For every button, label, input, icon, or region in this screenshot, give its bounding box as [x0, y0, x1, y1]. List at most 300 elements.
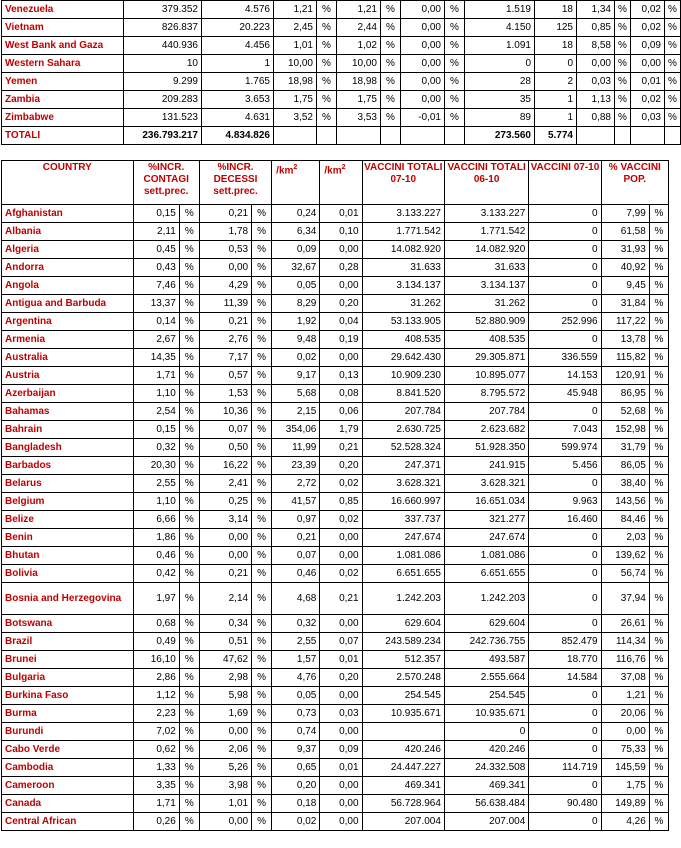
value-cell: 0,00 [199, 813, 251, 831]
summary-cell: 18,98 [274, 73, 317, 91]
percent-sign: % [252, 205, 272, 223]
percent-sign: % [179, 331, 199, 349]
percent-sign: % [649, 669, 668, 687]
value-cell: 120,91 [601, 367, 649, 385]
value-cell: 6,66 [133, 511, 179, 529]
value-cell: 26,61 [601, 615, 649, 633]
value-cell: 2.555.664 [444, 669, 528, 687]
summary-cell: 4.576 [202, 1, 274, 19]
percent-sign: % [252, 331, 272, 349]
country-name: Burma [2, 705, 134, 723]
value-cell: 0,00 [199, 529, 251, 547]
country-row [2, 795, 669, 813]
value-cell: 38,40 [601, 475, 649, 493]
value-cell: 0,24 [272, 205, 320, 223]
value-cell: 2,41 [199, 475, 251, 493]
value-cell: 3.133.227 [444, 205, 528, 223]
value-cell: 469.341 [362, 777, 444, 795]
value-cell: 0,73 [272, 705, 320, 723]
value-cell: 10.935.671 [444, 705, 528, 723]
value-cell: 0,04 [320, 313, 362, 331]
value-cell: 0,43 [133, 259, 179, 277]
summary-row [2, 91, 681, 109]
value-cell: 0 [529, 615, 601, 633]
value-cell: 0,02 [272, 813, 320, 831]
percent-sign: % [179, 241, 199, 259]
summary-cell: 0,02 [631, 91, 665, 109]
percent-sign: % [252, 705, 272, 723]
percent-sign: % [649, 277, 668, 295]
value-cell: 0,00 [320, 529, 362, 547]
summary-cell: % [317, 19, 337, 37]
summary-cell: % [445, 91, 465, 109]
value-cell: 0,00 [601, 723, 649, 741]
value-cell: 3.133.227 [362, 205, 444, 223]
value-cell: 14.082.920 [362, 241, 444, 259]
summary-country-name: TOTALI [2, 127, 124, 145]
country-row [2, 547, 669, 565]
value-cell: 31.262 [362, 295, 444, 313]
value-cell: 37,94 [601, 583, 649, 615]
value-cell: 145,59 [601, 759, 649, 777]
summary-country-name: Zimbabwe [2, 109, 124, 127]
value-cell: 0 [529, 723, 601, 741]
value-cell: 31.633 [362, 259, 444, 277]
value-cell: 5,98 [199, 687, 251, 705]
value-cell: 0,01 [320, 759, 362, 777]
percent-sign: % [252, 511, 272, 529]
value-cell: 0,09 [320, 741, 362, 759]
percent-sign: % [252, 403, 272, 421]
value-cell: 0,08 [320, 385, 362, 403]
summary-cell [274, 127, 317, 145]
summary-cell: 0 [535, 55, 577, 73]
summary-cell: 0,03 [631, 109, 665, 127]
value-cell: 31.262 [444, 295, 528, 313]
header-vaccini-0710: VACCINI 07-10 [529, 161, 601, 205]
summary-cell: % [615, 37, 631, 55]
country-name: Central African [2, 813, 134, 831]
value-cell: 2,72 [272, 475, 320, 493]
value-cell: 23,39 [272, 457, 320, 475]
percent-sign: % [252, 421, 272, 439]
value-cell: 0,68 [133, 615, 179, 633]
country-row [2, 705, 669, 723]
percent-sign: % [179, 687, 199, 705]
value-cell: 7,17 [199, 349, 251, 367]
percent-sign: % [649, 583, 668, 615]
percent-sign: % [649, 205, 668, 223]
summary-cell: % [665, 1, 681, 19]
summary-cell: 20.223 [202, 19, 274, 37]
country-row [2, 223, 669, 241]
value-cell: 1.081.086 [444, 547, 528, 565]
country-row [2, 349, 669, 367]
value-cell: 1,97 [133, 583, 179, 615]
summary-cell: 0,02 [631, 19, 665, 37]
percent-sign: % [649, 493, 668, 511]
value-cell: 61,58 [601, 223, 649, 241]
header-incr-decessi: %INCR. DECESSI sett.prec. [199, 161, 271, 205]
summary-cell: 5.774 [535, 127, 577, 145]
value-cell: 86,95 [601, 385, 649, 403]
value-cell: 408.535 [444, 331, 528, 349]
value-cell: 52.880.909 [444, 313, 528, 331]
value-cell: 0 [529, 475, 601, 493]
value-cell: 56,74 [601, 565, 649, 583]
value-cell: 0 [529, 403, 601, 421]
percent-sign: % [649, 529, 668, 547]
value-cell: 7.043 [529, 421, 601, 439]
percent-sign: % [179, 583, 199, 615]
value-cell: 52.528.324 [362, 439, 444, 457]
percent-sign: % [252, 439, 272, 457]
summary-cell: 28 [465, 73, 535, 91]
percent-sign: % [179, 723, 199, 741]
summary-cell: 3,53 [337, 109, 381, 127]
value-cell: 3.628.321 [444, 475, 528, 493]
value-cell: 8.795.572 [444, 385, 528, 403]
value-cell: 6,34 [272, 223, 320, 241]
summary-cell: % [381, 55, 401, 73]
summary-cell: % [665, 55, 681, 73]
percent-sign: % [252, 741, 272, 759]
summary-cell: % [445, 19, 465, 37]
percent-sign: % [179, 565, 199, 583]
country-name: Brazil [2, 633, 134, 651]
summary-cell: 0,00 [401, 37, 445, 55]
summary-cell: 0,88 [577, 109, 615, 127]
summary-cell: 2 [535, 73, 577, 91]
value-cell: 14.082.920 [444, 241, 528, 259]
value-cell: 0,21 [199, 205, 251, 223]
value-cell: 0,21 [199, 565, 251, 583]
value-cell: 207.784 [444, 403, 528, 421]
summary-row [2, 19, 681, 37]
summary-cell: 131.523 [124, 109, 202, 127]
value-cell: 0,00 [320, 687, 362, 705]
summary-cell: % [615, 91, 631, 109]
summary-cell: % [317, 73, 337, 91]
summary-cell: % [445, 55, 465, 73]
value-cell: 0,01 [320, 205, 362, 223]
percent-sign: % [252, 687, 272, 705]
value-cell: 117,22 [601, 313, 649, 331]
summary-cell: 1,01 [274, 37, 317, 55]
summary-table-body [2, 1, 681, 145]
value-cell: 629.604 [444, 615, 528, 633]
value-cell: 52,68 [601, 403, 649, 421]
summary-cell: 1,13 [577, 91, 615, 109]
value-cell: 9,48 [272, 331, 320, 349]
value-cell: 0,42 [133, 565, 179, 583]
value-cell: 47,62 [199, 651, 251, 669]
value-cell: 0 [529, 277, 601, 295]
summary-cell: 18 [535, 1, 577, 19]
value-cell: 3,14 [199, 511, 251, 529]
summary-cell: 4.456 [202, 37, 274, 55]
summary-cell: 4.631 [202, 109, 274, 127]
summary-cell: % [317, 1, 337, 19]
summary-cell: 1 [202, 55, 274, 73]
country-name: Afghanistan [2, 205, 134, 223]
country-name: Benin [2, 529, 134, 547]
percent-sign: % [649, 295, 668, 313]
value-cell: 8.841.520 [362, 385, 444, 403]
percent-sign: % [649, 723, 668, 741]
summary-cell: 0,00 [401, 91, 445, 109]
country-name: Botswana [2, 615, 134, 633]
value-cell: 114.719 [529, 759, 601, 777]
summary-cell: % [665, 91, 681, 109]
summary-cell: 1,75 [274, 91, 317, 109]
country-name: Bulgaria [2, 669, 134, 687]
country-name: Cambodia [2, 759, 134, 777]
summary-cell: 1,21 [274, 1, 317, 19]
value-cell: 420.246 [444, 741, 528, 759]
value-cell: 1.242.203 [444, 583, 528, 615]
summary-cell: 4.150 [465, 19, 535, 37]
value-cell: 2,98 [199, 669, 251, 687]
value-cell: 0,65 [272, 759, 320, 777]
summary-row [2, 73, 681, 91]
percent-sign: % [252, 547, 272, 565]
value-cell: 7,02 [133, 723, 179, 741]
percent-sign: % [649, 547, 668, 565]
value-cell: 0 [529, 241, 601, 259]
value-cell: 5.456 [529, 457, 601, 475]
header-country: COUNTRY [2, 161, 134, 205]
percent-sign: % [252, 259, 272, 277]
country-name: Belgium [2, 493, 134, 511]
value-cell: 2,23 [133, 705, 179, 723]
percent-sign: % [179, 813, 199, 831]
country-row [2, 687, 669, 705]
percent-sign: % [252, 795, 272, 813]
percent-sign: % [649, 331, 668, 349]
value-cell: 2,15 [272, 403, 320, 421]
summary-cell: 10,00 [337, 55, 381, 73]
header-vaccini-totali-0610: VACCINI TOTALI 06-10 [444, 161, 528, 205]
value-cell: 20,06 [601, 705, 649, 723]
country-table-header [2, 161, 669, 205]
value-cell: 0,00 [199, 259, 251, 277]
summary-cell: % [381, 91, 401, 109]
value-cell: 0,15 [133, 421, 179, 439]
percent-sign: % [649, 633, 668, 651]
value-cell: 2.570.248 [362, 669, 444, 687]
value-cell: 2.630.725 [362, 421, 444, 439]
summary-cell [615, 127, 631, 145]
summary-cell: -0,01 [401, 109, 445, 127]
percent-sign: % [649, 259, 668, 277]
value-cell: 0,85 [320, 493, 362, 511]
value-cell: 0,00 [320, 813, 362, 831]
percent-sign: % [179, 439, 199, 457]
value-cell: 16,10 [133, 651, 179, 669]
value-cell: 0,46 [133, 547, 179, 565]
percent-sign: % [179, 457, 199, 475]
summary-cell: 9.299 [124, 73, 202, 91]
percent-sign: % [649, 403, 668, 421]
country-row [2, 385, 669, 403]
value-cell: 493.587 [444, 651, 528, 669]
value-cell: 31,79 [601, 439, 649, 457]
value-cell: 1.081.086 [362, 547, 444, 565]
value-cell: 241.915 [444, 457, 528, 475]
value-cell: 114,34 [601, 633, 649, 651]
country-table [1, 160, 669, 831]
value-cell: 207.784 [362, 403, 444, 421]
value-cell: 0,21 [320, 439, 362, 457]
summary-cell [381, 127, 401, 145]
value-cell: 18.770 [529, 651, 601, 669]
value-cell: 0,00 [320, 615, 362, 633]
value-cell: 0,14 [133, 313, 179, 331]
percent-sign: % [179, 385, 199, 403]
value-cell: 0,06 [320, 403, 362, 421]
value-cell: 2,86 [133, 669, 179, 687]
value-cell: 41,57 [272, 493, 320, 511]
country-name: Bolivia [2, 565, 134, 583]
value-cell: 24.447.227 [362, 759, 444, 777]
percent-sign: % [179, 277, 199, 295]
summary-country-name: Yemen [2, 73, 124, 91]
value-cell: 0,46 [272, 565, 320, 583]
summary-country-name: Zambia [2, 91, 124, 109]
percent-sign: % [649, 705, 668, 723]
percent-sign: % [179, 759, 199, 777]
summary-cell: % [445, 109, 465, 127]
percent-sign: % [179, 511, 199, 529]
value-cell: 0 [529, 687, 601, 705]
value-cell: 0,07 [272, 547, 320, 565]
value-cell: 3.134.137 [444, 277, 528, 295]
country-row [2, 741, 669, 759]
value-cell: 420.246 [362, 741, 444, 759]
percent-sign: % [649, 385, 668, 403]
summary-row [2, 127, 681, 145]
summary-cell: % [615, 109, 631, 127]
value-cell: 14,35 [133, 349, 179, 367]
value-cell: 10.909.230 [362, 367, 444, 385]
value-cell: 1,10 [133, 493, 179, 511]
percent-sign: % [252, 277, 272, 295]
percent-sign: % [649, 475, 668, 493]
summary-cell [445, 127, 465, 145]
summary-cell: % [445, 73, 465, 91]
value-cell: 11,99 [272, 439, 320, 457]
value-cell: 0,49 [133, 633, 179, 651]
value-cell: 0,05 [272, 687, 320, 705]
value-cell: 1.771.542 [444, 223, 528, 241]
value-cell: 16.651.034 [444, 493, 528, 511]
value-cell: 0,19 [320, 331, 362, 349]
value-cell: 0,00 [320, 349, 362, 367]
value-cell: 0 [529, 529, 601, 547]
value-cell: 1,78 [199, 223, 251, 241]
percent-sign: % [649, 457, 668, 475]
value-cell: 354,06 [272, 421, 320, 439]
summary-cell: % [615, 55, 631, 73]
header-km2-contagi: $/km^2$ [272, 161, 320, 205]
value-cell: 13,37 [133, 295, 179, 313]
summary-cell [317, 127, 337, 145]
value-cell: 2,55 [133, 475, 179, 493]
value-cell: 84,46 [601, 511, 649, 529]
summary-cell: 440.936 [124, 37, 202, 55]
value-cell: 207.004 [444, 813, 528, 831]
value-cell: 9,45 [601, 277, 649, 295]
value-cell: 3,35 [133, 777, 179, 795]
country-row [2, 583, 669, 615]
value-cell: 0 [529, 565, 601, 583]
value-cell: 143,56 [601, 493, 649, 511]
value-cell: 10,36 [199, 403, 251, 421]
value-cell: 90.480 [529, 795, 601, 813]
value-cell: 243.589.234 [362, 633, 444, 651]
percent-sign: % [252, 565, 272, 583]
summary-cell: 1,75 [337, 91, 381, 109]
summary-cell: 273.560 [465, 127, 535, 145]
value-cell: 469.341 [444, 777, 528, 795]
percent-sign: % [649, 349, 668, 367]
value-cell: 6.651.655 [362, 565, 444, 583]
value-cell: 629.604 [362, 615, 444, 633]
value-cell: 0,57 [199, 367, 251, 385]
summary-cell: 1,21 [337, 1, 381, 19]
percent-sign: % [179, 205, 199, 223]
value-cell: 1,71 [133, 795, 179, 813]
summary-row [2, 109, 681, 127]
summary-cell: 18 [535, 37, 577, 55]
value-cell: 1,92 [272, 313, 320, 331]
value-cell: 16,22 [199, 457, 251, 475]
summary-cell: 1 [535, 91, 577, 109]
country-row [2, 651, 669, 669]
value-cell: 4,76 [272, 669, 320, 687]
country-name: Australia [2, 349, 134, 367]
value-cell: 1,71 [133, 367, 179, 385]
value-cell: 31.633 [444, 259, 528, 277]
summary-cell: % [445, 1, 465, 19]
summary-cell: 125 [535, 19, 577, 37]
summary-cell: 18,98 [337, 73, 381, 91]
percent-sign: % [252, 457, 272, 475]
value-cell: 1,79 [320, 421, 362, 439]
country-row [2, 669, 669, 687]
value-cell: 0 [529, 259, 601, 277]
summary-cell: % [381, 19, 401, 37]
value-cell: 0,05 [272, 277, 320, 295]
value-cell: 8,29 [272, 295, 320, 313]
value-cell: 0 [529, 583, 601, 615]
country-row [2, 759, 669, 777]
percent-sign: % [252, 583, 272, 615]
value-cell: 3,98 [199, 777, 251, 795]
country-name: Cabo Verde [2, 741, 134, 759]
value-cell: 0 [529, 705, 601, 723]
summary-cell: % [615, 1, 631, 19]
percent-sign: % [179, 669, 199, 687]
value-cell: 0,03 [320, 705, 362, 723]
value-cell: 1,57 [272, 651, 320, 669]
summary-cell: 0,00 [401, 1, 445, 19]
value-cell: 2,67 [133, 331, 179, 349]
summary-cell: 0,01 [631, 73, 665, 91]
summary-country-name: West Bank and Gaza [2, 37, 124, 55]
percent-sign: % [252, 777, 272, 795]
